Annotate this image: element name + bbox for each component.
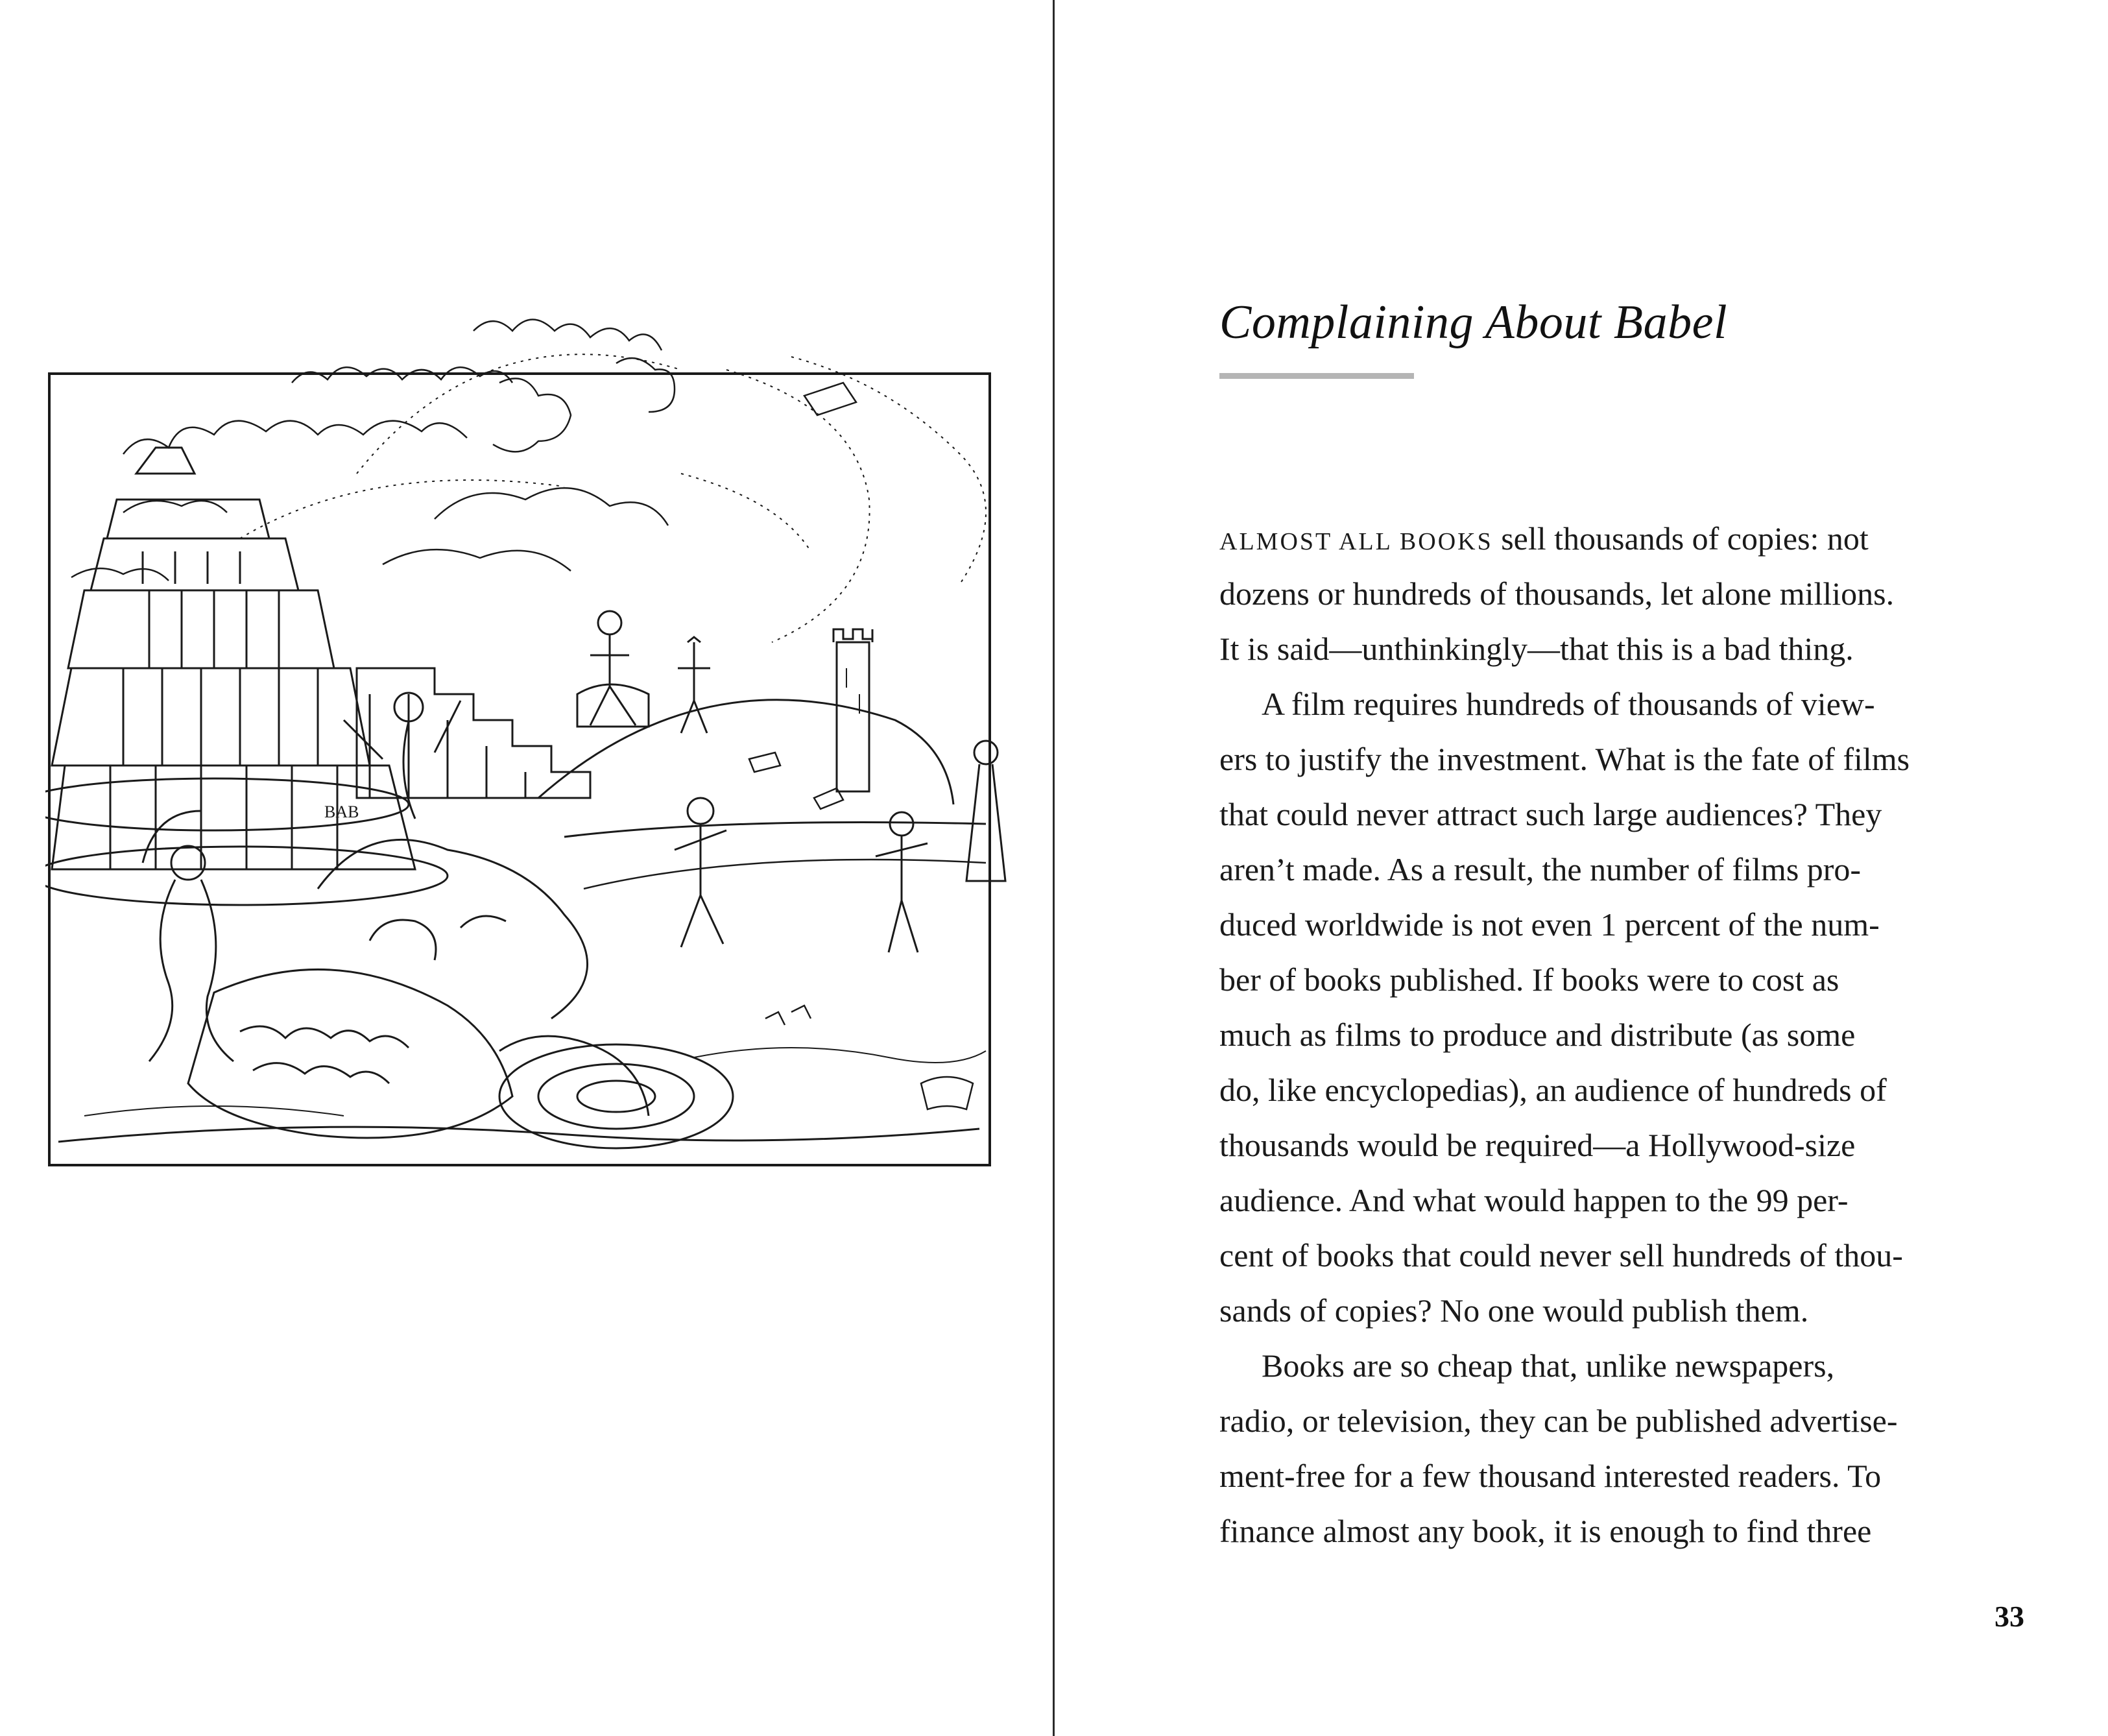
text-line [1219,1173,2024,1228]
text-line [1219,897,2024,952]
text-line-content: aren’t made. As a result, the number of films pro- [1219,851,1862,887]
text-line [1219,511,2024,566]
text-line-content: Books are so cheap that, unlike newspapers, [1262,1347,1835,1384]
text-line [1219,1283,2024,1338]
tower-of-babel-illustration [45,305,1038,1174]
text-line [1219,787,2024,842]
tower-lettering: BAB [324,802,359,821]
text-line [1219,1504,2024,1559]
text-line-content: sell thousands of copies: not [1492,520,1869,557]
text-line [1219,732,2024,787]
text-line-content: that could never attract such large audiences? They [1219,796,1882,832]
text-line-content: cent of books that could never sell hundreds of thou- [1219,1237,1903,1273]
text-line [1219,1007,2024,1063]
left-page [0,0,1053,1736]
text-line [1219,1063,2024,1118]
text-line-content: audience. And what would happen to the 99 per- [1219,1182,1849,1218]
text-line [1219,1449,2024,1504]
text-line-content: radio, or television, they can be published advertise- [1219,1403,1898,1439]
text-line [1219,566,2024,621]
tower-of-babel-etching-icon [45,305,1038,1174]
text-line [1219,621,2024,677]
chapter-title: Complaining About Babel [1219,296,1728,349]
text-line [1219,1118,2024,1173]
lead-smallcaps: ALMOST ALL BOOKS [1219,528,1493,555]
text-line [1219,1393,2024,1449]
text-line-content: do, like encyclopedias), an audience of hundreds of [1219,1072,1887,1108]
text-line-content: finance almost any book, it is enough to find three [1219,1513,1872,1549]
text-line-content: ber of books published. If books were to cost as [1219,961,1839,998]
text-line-content: thousands would be required—a Hollywood-size [1219,1127,1856,1163]
right-page [1055,0,2108,1736]
text-line-content: much as films to produce and distribute (as some [1219,1017,1856,1053]
text-line-content: ment-free for a few thousand interested readers. To [1219,1458,1882,1494]
text-line-content: A film requires hundreds of thousands of view- [1262,686,1875,722]
text-line-content: It is said—unthinkingly—that this is a bad thing. [1219,631,1854,667]
body-text [1219,511,2024,1559]
text-line [1219,1228,2024,1283]
text-line-content: dozens or hundreds of thousands, let alone millions. [1219,575,1895,612]
title-rule [1219,373,1414,379]
text-line [1219,677,2024,732]
text-line [1219,952,2024,1007]
text-line [1219,1338,2024,1393]
text-line [1219,842,2024,897]
page-number: 33 [1994,1600,2024,1633]
text-line-content: duced worldwide is not even 1 percent of the num- [1219,906,1880,943]
text-line-content: sands of copies? No one would publish them. [1219,1292,1809,1329]
text-line-content: ers to justify the investment. What is the fate of films [1219,741,1910,777]
